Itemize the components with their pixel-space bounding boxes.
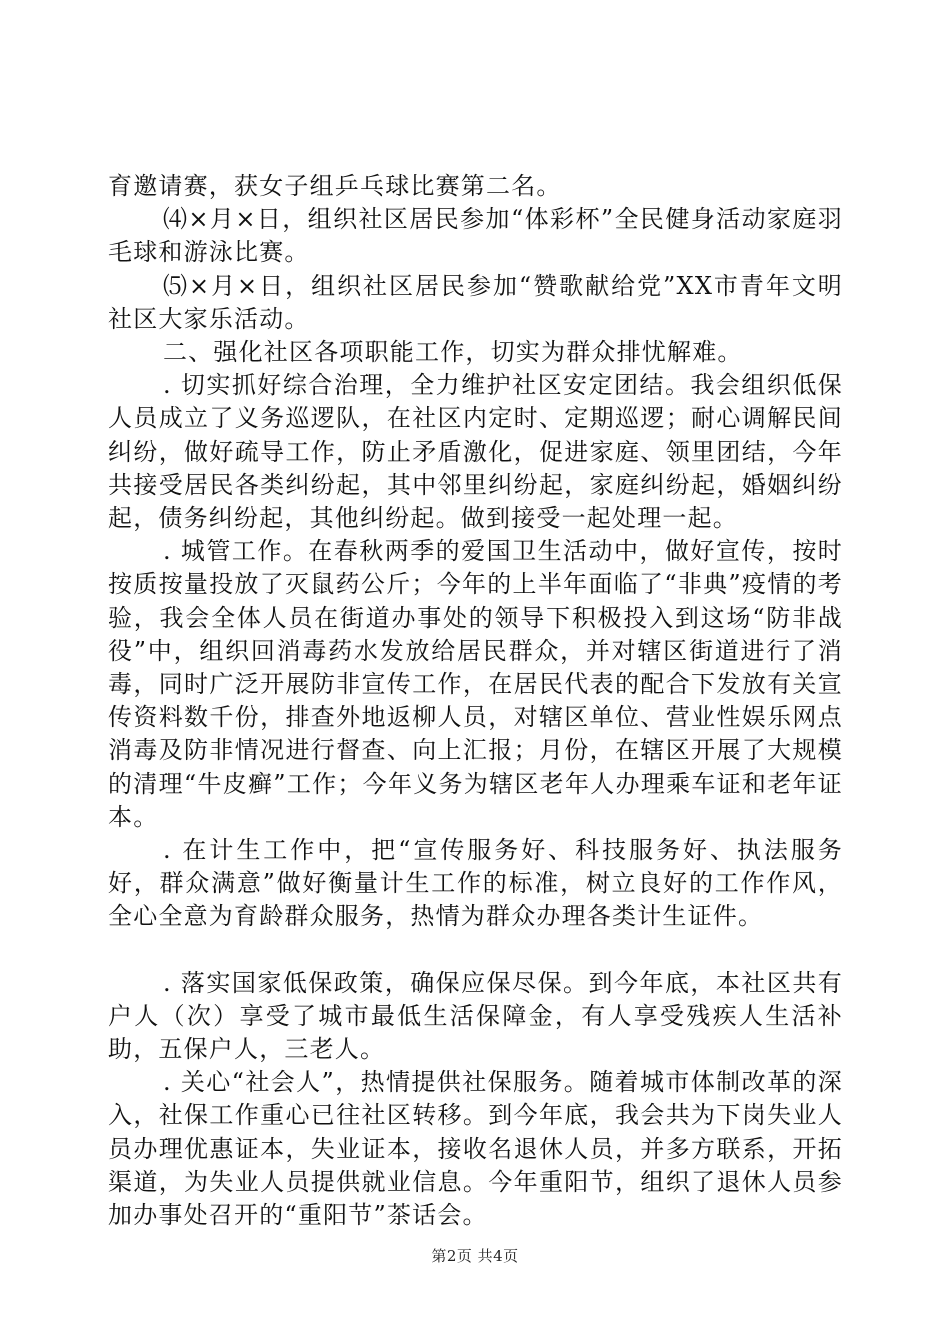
paragraph-urban-management: . 城管工作。在春秋两季的爱国卫生活动中，做好宣传，按时按质按量投放了灭鼠药公斤；今年的上半年面临了“非典”疫情的考验，我会全体人员在街道办事处的领导下积极投入到这场“防非战役”中，组织回消毒药水发放给居民群众，并对辖区街道进行了消毒，同时广泛开展防非宣传工作，在居民代表的配合下发放有关宣传资料数千份，排查外地返柳人员，对辖区单位、营业性娱乐网点消毒及防非情况进行督查、向上汇报；月份，在辖区开展了大规模的清理“牛皮癣”工作；今年义务为辖区老年人办理乘车证和老年证本。 [108, 537, 843, 831]
section-heading: 二、强化社区各项职能工作，切实为群众排忧解难。 [163, 338, 743, 367]
paragraph-item-5: ⑸×月×日，组织社区居民参加“赞歌献给党”XX市青年文明社区大家乐活动。 [108, 271, 843, 333]
page-number-footer: 第2页 共4页 [431, 1247, 519, 1265]
paragraph-comprehensive-governance: . 切实抓好综合治理，全力维护社区安定团结。我会组织低保人员成立了义务巡逻队，在社区内定时、定期巡逻；耐心调解民间纠纷，做好疏导工作，防止矛盾激化，促进家庭、领里团结，今年共接受居民各类纠纷起，其中邻里纠纷起，家庭纠纷起，婚姻纠纷起，债务纠纷起，其他纠纷起。做到接受一起处理一起。 [108, 371, 843, 533]
paragraph-family-planning: . 在计生工作中，把“宣传服务好、科技服务好、执法服务好，群众满意”做好衡量计生工作的标准，树立良好的工作作风，全心全意为育龄群众服务，热情为群众办理各类计生证件。 [108, 836, 843, 931]
document-body [108, 170, 843, 1232]
paragraph-continuation: 育邀请赛，获女子组乒乓球比赛第二名。 [108, 172, 562, 200]
paragraph-item-4: ⑷×月×日，组织社区居民参加“体彩杯”全民健身活动家庭羽毛球和游泳比赛。 [108, 205, 843, 267]
paragraph-low-income-policy: . 落实国家低保政策，确保应保尽保。到今年底，本社区共有户人（次）享受了城市最低生活保障金，有人享受残疾人生活补助，五保户人，三老人。 [108, 968, 843, 1064]
paragraph-social-security: . 关心“社会人”，热情提供社保服务。随着城市体制改革的深入，社保工作重心已往社区转移。到今年底，我会共为下岗失业人员办理优惠证本，失业证本，接收名退休人员，并多方联系，开拓渠道，为失业人员提供就业信息。今年重阳节，组织了退休人员参加办事处召开的“重阳节”茶话会。 [108, 1068, 843, 1230]
